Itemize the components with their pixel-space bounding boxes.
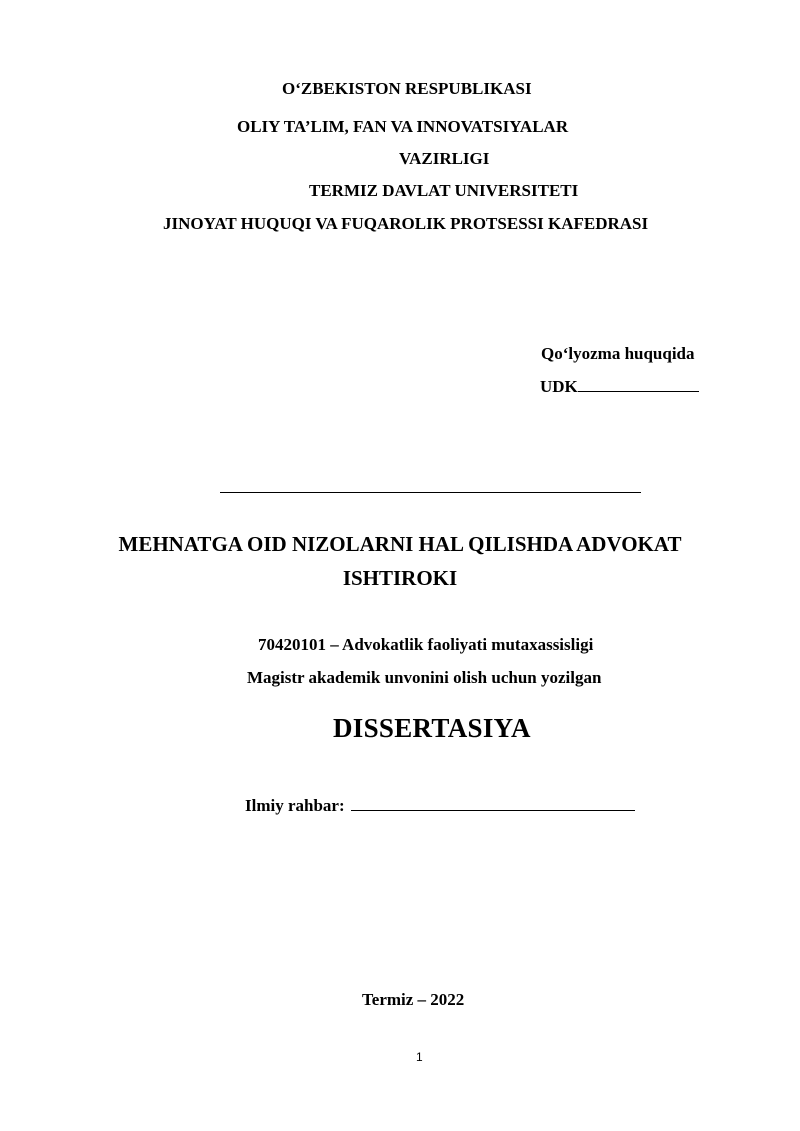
- udk-blank-line: [578, 377, 699, 392]
- supervisor-label: Ilmiy rahbar:: [245, 796, 345, 815]
- country-heading: O‘ZBEKISTON RESPUBLIKASI: [282, 79, 532, 98]
- supervisor-blank-line: [351, 796, 635, 811]
- department-heading: JINOYAT HUQUQI VA FUQAROLIK PROTSESSI KAFEDRASI: [163, 214, 649, 233]
- manuscript-rights-label: Qo‘lyozma huquqida: [541, 344, 695, 363]
- document-type-heading: DISSERTASIYA: [333, 713, 531, 743]
- thesis-title-line1: MEHNATGA OID NIZOLARNI HAL QILISHDA ADVOKAT: [118, 532, 682, 556]
- page-number: 1: [416, 1050, 423, 1064]
- place-year: Termiz – 2022: [362, 990, 465, 1009]
- udk-label: UDK: [540, 377, 578, 396]
- author-name-line: [220, 492, 641, 493]
- degree-line: Magistr akademik unvonini olish uchun yozilgan: [247, 668, 602, 687]
- specialty-line: 70420101 – Advokatlik faoliyati mutaxassisligi: [258, 635, 594, 654]
- ministry-heading-cont: VAZIRLIGI: [399, 149, 490, 168]
- university-heading: TERMIZ DAVLAT UNIVERSITETI: [309, 181, 579, 200]
- udk-field: [540, 377, 699, 395]
- supervisor-field: [245, 796, 635, 814]
- thesis-title-line2: ISHTIROKI: [342, 566, 458, 590]
- thesis-title: [80, 527, 720, 595]
- ministry-heading: OLIY TA’LIM, FAN VA INNOVATSIYALAR: [237, 117, 569, 136]
